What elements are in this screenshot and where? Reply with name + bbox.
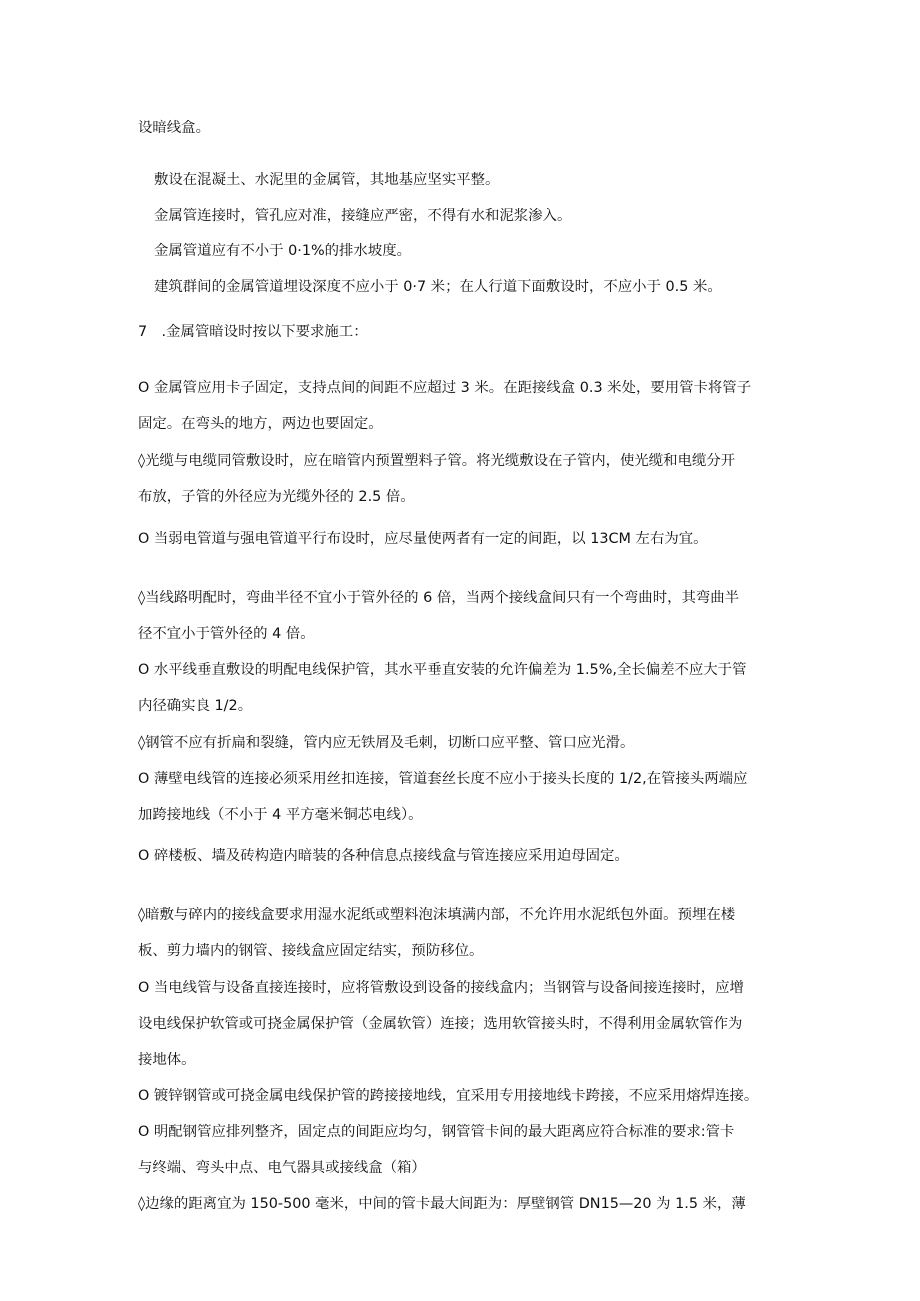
text-line: 金属管连接时，管孔应对准，接缝应严密，不得有水和泥浆渗入。 <box>154 208 572 224</box>
text-line: O 镀锌钢管或可挠金属电线保护管的跨接接地线，宜采用专用接地线卡跨接，不应采用熔焊连接。 <box>138 1088 759 1104</box>
text-line: 加跨接地线（不小于 4 平方毫米铜芯电线）。 <box>138 807 423 823</box>
text-line: O 薄壁电线管的连接必须采用丝扣连接，管道套丝长度不应小于接头长度的 1/2,在管接头两端应 <box>138 771 748 787</box>
text-line: 接地体。 <box>138 1052 196 1068</box>
text-line: O 明配钢管应排列整齐，固定点的间距应均匀，钢管管卡间的最大距离应符合标准的要求:管卡 <box>138 1124 735 1140</box>
text-line: 设暗线盒。 <box>138 120 210 136</box>
text-line: 板、剪力墙内的钢管、接线盒应固定结实，预防移位。 <box>138 943 484 959</box>
text-line: O 碎楼板、墙及砖构造内暗装的各种信息点接线盒与管连接应采用迫母固定。 <box>138 848 629 864</box>
text-line: O 当电线管与设备直接连接时，应将管敷设到设备的接线盒内；当钢管与设备间接连接时，应增 <box>138 980 744 996</box>
text-line: 内径确实良 1/2。 <box>138 698 253 714</box>
text-line: O 金属管应用卡子固定，支持点间的间距不应超过 3 米。在距接线盒 0.3 米处，要用管卡将管子 <box>138 380 752 396</box>
text-line: 设电线保护软管或可挠金属保护管（金属软管）连接；选用软管接头时，不得利用金属软管作为 <box>138 1016 743 1032</box>
text-line: O 水平线垂直敷设的明配电线保护管，其水平垂直安装的允许偏差为 1.5%,全长偏差不应大于管 <box>138 662 747 678</box>
text-line: 建筑群间的金属管道埋设深度不应小于 0·7 米；在人行道下面敷设时，不应小于 0.5 米。 <box>154 279 722 295</box>
text-line: ◊当线路明配时，弯曲半径不宜小于管外径的 6 倍，当两个接线盒间只有一个弯曲时，其弯曲半 <box>138 590 740 606</box>
text-line: 与终端、弯头中点、电气器具或接线盒（箱） <box>138 1160 426 1176</box>
text-line: ◊光缆与电缆同管敷设时，应在暗管内预置塑料子管。将光缆敷设在子管内，使光缆和电缆分开 <box>138 453 736 469</box>
text-line: 径不宜小于管外径的 4 倍。 <box>138 626 315 642</box>
text-line: 布放，子管的外径应为光缆外径的 2.5 倍。 <box>138 489 415 505</box>
text-line: O 当弱电管道与强电管道平行布设时，应尽量使两者有一定的间距，以 13CM 左右为宜。 <box>138 531 708 547</box>
text-line: 金属管道应有不小于 0·1%的排水坡度。 <box>154 243 411 259</box>
text-line: ◊钢管不应有折扁和裂缝，管内应无铁屑及毛刺，切断口应平整、管口应光滑。 <box>138 735 635 751</box>
text-line: 敷设在混凝土、水泥里的金属管，其地基应坚实平整。 <box>154 172 500 188</box>
text-line: ◊边缘的距离宜为 150-500 毫米，中间的管卡最大间距为：厚壁钢管 DN15—20 为 1.5 米，薄 <box>138 1196 746 1212</box>
section-heading: 7 .金属管暗设时按以下要求施工： <box>138 324 368 340</box>
text-line: 固定。在弯头的地方，两边也要固定。 <box>138 416 383 432</box>
text-line: ◊暗敷与碎内的接线盒要求用湿水泥纸或塑料泡沫填满内部，不允许用水泥纸包外面。预埋在楼 <box>138 907 736 923</box>
